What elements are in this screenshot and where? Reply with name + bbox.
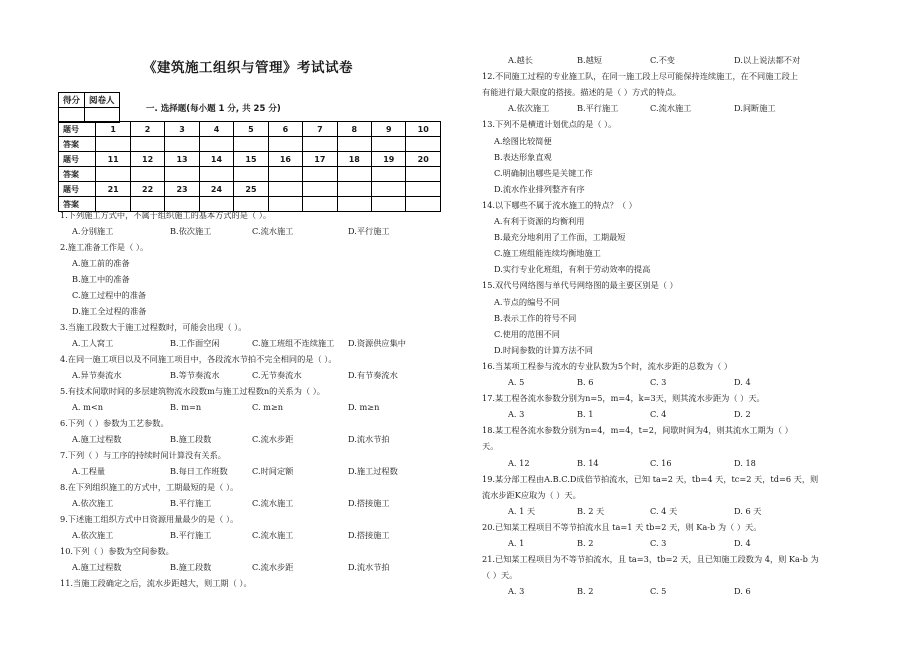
- grid-question-number: 17: [303, 152, 337, 167]
- grid-answer-cell[interactable]: [406, 197, 441, 212]
- grid-answer-cell[interactable]: [234, 137, 268, 152]
- answer-option: C. 5: [650, 586, 667, 597]
- answer-option: A.施工过程数: [72, 562, 122, 572]
- grid-question-number: 25: [234, 182, 268, 197]
- grid-question-number: 3: [165, 122, 199, 137]
- answer-option: B.平行施工: [170, 498, 212, 508]
- grid-answer-cell[interactable]: [303, 137, 337, 152]
- grid-question-number: 4: [199, 122, 233, 137]
- question-text: 9.下述施工组织方式中日资源用量最少的是（ ）。: [60, 514, 239, 524]
- grid-answer-cell[interactable]: [199, 137, 233, 152]
- right-column: [482, 0, 892, 650]
- answer-option: D.平行施工: [348, 226, 390, 236]
- grid-question-number: 8: [337, 122, 371, 137]
- question-text: 13.下列不是横道计划优点的是（ ）。: [482, 119, 617, 130]
- answer-option: B.工作面空闲: [170, 338, 220, 348]
- answer-option: A. 3: [508, 586, 525, 597]
- grid-question-number: [372, 182, 406, 197]
- answer-option: B. 2: [577, 538, 594, 548]
- answer-option: C.明确制出哪些是关键工作: [494, 167, 593, 178]
- answer-option: D. 2: [734, 409, 751, 420]
- answer-option: B.平行施工: [577, 103, 619, 114]
- page-title: 《建筑施工组织与管理》考试试卷: [143, 60, 353, 76]
- answer-option: A.节点的编号不同: [494, 296, 560, 307]
- answer-option: D.有节奏流水: [348, 370, 398, 380]
- answer-option: B.施工中的准备: [72, 274, 130, 284]
- section-heading: 一. 选择题(每小题 1 分, 共 25 分): [146, 104, 281, 114]
- answer-option: C.流水施工: [650, 103, 692, 114]
- answer-option: D.实行专业化班组，有利于劳动效率的提高: [494, 264, 651, 275]
- answer-option: D.流水作业排列整齐有序: [494, 183, 585, 194]
- answer-option: A.异节奏流水: [72, 370, 122, 380]
- answer-option: D. 4: [734, 377, 751, 387]
- question-text: 5.有技术间歇时间的多层建筑物流水段数m与施工过程数n的关系为（ ）。: [60, 386, 325, 396]
- question-text: 4.在同一施工项目以及不同施工项目中，各段流水节拍不完全相同的是（ ）。: [60, 354, 337, 364]
- answer-option: D.施工全过程的准备: [72, 306, 147, 316]
- question-text: 17.某工程各流水参数分别为n=5，m=4，k=3天，则其流水步距为（ ）天。: [482, 393, 765, 404]
- answer-option: C.时间定额: [252, 466, 294, 476]
- answer-option: C.流水施工: [252, 498, 294, 508]
- answer-option: D.搭接施工: [348, 498, 390, 508]
- answer-option: A. 12: [508, 457, 530, 468]
- score-table: [58, 92, 120, 123]
- question-text: 8.在下列组织施工的方式中，工期最短的是（ ）。: [60, 482, 239, 492]
- answer-option: A.越长: [508, 55, 533, 65]
- grid-question-number: [303, 182, 337, 197]
- grid-question-label: 题号: [59, 152, 96, 167]
- answer-option: B.越短: [577, 55, 602, 65]
- grid-question-number: 19: [372, 152, 406, 167]
- question-text: 3.当施工段数大于施工过程数时，可能会出现（ ）。: [60, 322, 247, 332]
- grid-question-number: 13: [165, 152, 199, 167]
- answer-option: A. 3: [508, 409, 525, 420]
- grid-answer-cell[interactable]: [303, 167, 337, 182]
- grid-answer-cell[interactable]: [303, 197, 337, 212]
- answer-option: C.流水施工: [252, 226, 294, 236]
- grid-answer-cell[interactable]: [130, 167, 164, 182]
- grid-question-label: 题号: [59, 122, 96, 137]
- answer-option: C.无节奏流水: [252, 370, 302, 380]
- answer-option: D. 6 天: [734, 505, 762, 516]
- question-text-cont: （ ）天。: [482, 570, 518, 581]
- grid-answer-cell[interactable]: [268, 137, 302, 152]
- grid-question-number: 18: [337, 152, 371, 167]
- answer-option: D.流水节拍: [348, 434, 390, 444]
- question-text-cont: 天。: [482, 441, 499, 452]
- answer-option: D.间断施工: [734, 103, 776, 114]
- question-text: 2.施工准备工作是（ ）。: [60, 242, 149, 252]
- grid-question-number: 2: [130, 122, 164, 137]
- answer-option: A.分别施工: [72, 226, 114, 236]
- answer-option: A.施工前的准备: [72, 258, 130, 268]
- question-text: 10.下列（ ）参数为空间参数。: [60, 546, 174, 556]
- grid-question-number: 22: [130, 182, 164, 197]
- grid-question-number: 5: [234, 122, 268, 137]
- answer-option: D. 4: [734, 538, 751, 548]
- answer-option: C.施工班组能连续均衡地施工: [494, 248, 601, 259]
- answer-option: D. 18: [734, 457, 756, 468]
- answer-option: B. m=n: [170, 402, 202, 412]
- answer-option: B.施工段数: [170, 434, 212, 444]
- grid-answer-cell[interactable]: [199, 167, 233, 182]
- question-text: 12.不同施工过程的专业施工队，在同一施工段上尽可能保持连续施工，在不同施工段上: [482, 71, 798, 82]
- grid-question-number: 9: [372, 122, 406, 137]
- answer-option: A.依次施工: [72, 530, 114, 540]
- grid-answer-cell[interactable]: [337, 197, 371, 212]
- grid-answer-cell[interactable]: [96, 167, 130, 182]
- answer-grid: [58, 121, 441, 212]
- grid-question-number: [268, 182, 302, 197]
- question-text: 21.已知某工程项目为不等节拍流水，且 ta=3，tb=2 天，且已知施工段数为 4，则 Ka-b 为: [482, 554, 819, 565]
- grid-answer-cell[interactable]: [234, 167, 268, 182]
- answer-option: C. 3: [650, 538, 667, 548]
- answer-option: C. 16: [650, 457, 672, 468]
- answer-option: C.流水施工: [252, 530, 294, 540]
- answer-option: B.表达形象直观: [494, 151, 552, 162]
- grid-question-number: 16: [268, 152, 302, 167]
- answer-option: B.平行施工: [170, 530, 212, 540]
- answer-option: A.施工过程数: [72, 434, 122, 444]
- answer-option: D.以上说法都不对: [734, 55, 801, 65]
- answer-option: A. 1: [508, 538, 525, 548]
- question-text: 19.某分部工程由A.B.C.D成倍节拍流水，已知 ta=2 天，tb=4 天，tc=2 天，td=6 天，则: [482, 473, 819, 484]
- answer-option: C. 4: [650, 409, 667, 420]
- question-text-cont: 流水步距K应取为（ ）天。: [482, 489, 581, 500]
- question-text: 14.以下哪些不属于流水施工的特点？（ ）: [482, 199, 637, 210]
- answer-option: A.工程量: [72, 466, 106, 476]
- grid-answer-cell[interactable]: [372, 197, 406, 212]
- answer-option: A.绘图比较简便: [494, 135, 552, 146]
- answer-option: A.依次施工: [508, 103, 550, 114]
- answer-option: A.工人窝工: [72, 338, 114, 348]
- grid-answer-cell[interactable]: [165, 137, 199, 152]
- question-text-cont: 有能进行最大限度的搭接。描述的是（ ）方式的特点。: [482, 87, 682, 98]
- answer-option: D. 6: [734, 586, 751, 597]
- grid-question-number: 11: [96, 152, 130, 167]
- grid-question-number: 23: [165, 182, 199, 197]
- grid-answer-cell[interactable]: [406, 167, 441, 182]
- grader-label: 阅卷人: [85, 93, 120, 108]
- grid-question-number: 7: [303, 122, 337, 137]
- answer-option: C.使用的范围不同: [494, 328, 560, 339]
- question-text: 18.某工程各流水参数分别为n=4，m=4，t=2，间歇时间为4，则其流水工期为（ ）: [482, 425, 793, 436]
- grid-question-number: 21: [96, 182, 130, 197]
- answer-option: B.最充分地利用了工作面，工期最短: [494, 232, 626, 243]
- grid-question-number: 6: [268, 122, 302, 137]
- question-text: 1.下列施工方式中，不属于组织施工的基本方式的是（ ）。: [60, 210, 272, 220]
- question-text: 6.下列（ ）参数为工艺参数。: [60, 418, 169, 428]
- grid-answer-label: 答案: [59, 197, 96, 212]
- score-label: 得分: [59, 93, 85, 108]
- answer-option: D.流水节拍: [348, 562, 390, 572]
- grid-answer-cell[interactable]: [406, 137, 441, 152]
- answer-option: B. 2 天: [577, 505, 605, 516]
- answer-option: B. 6: [577, 377, 594, 387]
- grid-question-number: 14: [199, 152, 233, 167]
- answer-option: B.每日工作班数: [170, 466, 228, 476]
- grid-answer-cell[interactable]: [165, 167, 199, 182]
- answer-option: A. 5: [508, 377, 525, 387]
- left-column: [58, 0, 438, 650]
- answer-option: B.等节奏流水: [170, 370, 220, 380]
- grid-question-label: 题号: [59, 182, 96, 197]
- grid-question-number: [406, 182, 441, 197]
- grid-answer-cell[interactable]: [96, 137, 130, 152]
- answer-option: B. 2: [577, 586, 594, 597]
- question-text: 15.双代号网络图与单代号网络图的最主要区别是（ ）: [482, 280, 678, 291]
- answer-option: A. 1 天: [508, 505, 536, 516]
- question-text: 7.下列（ ）与工序的持续时间计算没有关系。: [60, 450, 226, 460]
- answer-option: B. 1: [577, 409, 594, 420]
- grid-answer-cell[interactable]: [372, 167, 406, 182]
- answer-option: A.有利于资源的均衡利用: [494, 216, 585, 226]
- grid-answer-cell[interactable]: [372, 137, 406, 152]
- answer-option: C.流水步距: [252, 562, 294, 572]
- question-text: 16.当某项工程参与流水的专业队数为5个时，流水步距的总数为（ ）: [482, 360, 733, 371]
- grid-answer-cell[interactable]: [268, 197, 302, 212]
- grid-answer-cell[interactable]: [337, 137, 371, 152]
- question-text: 20.已知某工程项目不等节拍流水且 ta=1 天 tb=2 天，则 Ka-b 为（ ）天。: [482, 521, 762, 532]
- answer-option: D. m≥n: [348, 402, 380, 412]
- answer-option: C.施工班组不连续施工: [252, 338, 335, 348]
- grid-question-number: 12: [130, 152, 164, 167]
- grid-answer-label: 答案: [59, 137, 96, 152]
- answer-option: C. 4 天: [650, 505, 678, 516]
- grid-question-number: 1: [96, 122, 130, 137]
- question-text: 11.当施工段确定之后，流水步距越大，则工期（ ）。: [60, 578, 252, 588]
- grid-question-number: [337, 182, 371, 197]
- answer-option: C.施工过程中的准备: [72, 290, 147, 300]
- answer-option: B.依次施工: [170, 226, 212, 236]
- grid-answer-cell[interactable]: [337, 167, 371, 182]
- grid-question-number: 10: [406, 122, 441, 137]
- grid-question-number: 24: [199, 182, 233, 197]
- answer-option: C.流水步距: [252, 434, 294, 444]
- grid-answer-cell[interactable]: [130, 137, 164, 152]
- answer-option: D.施工过程数: [348, 466, 398, 476]
- grid-answer-label: 答案: [59, 167, 96, 182]
- answer-option: C. m≥n: [252, 402, 284, 412]
- answer-option: D.搭接施工: [348, 530, 390, 540]
- answer-option: A. m<n: [72, 402, 104, 412]
- answer-option: A.依次施工: [72, 498, 114, 508]
- answer-option: C. 3: [650, 377, 667, 387]
- answer-option: C.不变: [650, 55, 675, 65]
- answer-option: D.资源供应集中: [348, 338, 406, 348]
- grid-question-number: 20: [406, 152, 441, 167]
- answer-option: B. 14: [577, 457, 599, 468]
- answer-option: D.时间参数的计算方法不同: [494, 344, 593, 355]
- answer-option: B.施工段数: [170, 562, 212, 572]
- answer-option: B.表示工作的符号不同: [494, 312, 577, 323]
- grid-question-number: 15: [234, 152, 268, 167]
- grid-answer-cell[interactable]: [268, 167, 302, 182]
